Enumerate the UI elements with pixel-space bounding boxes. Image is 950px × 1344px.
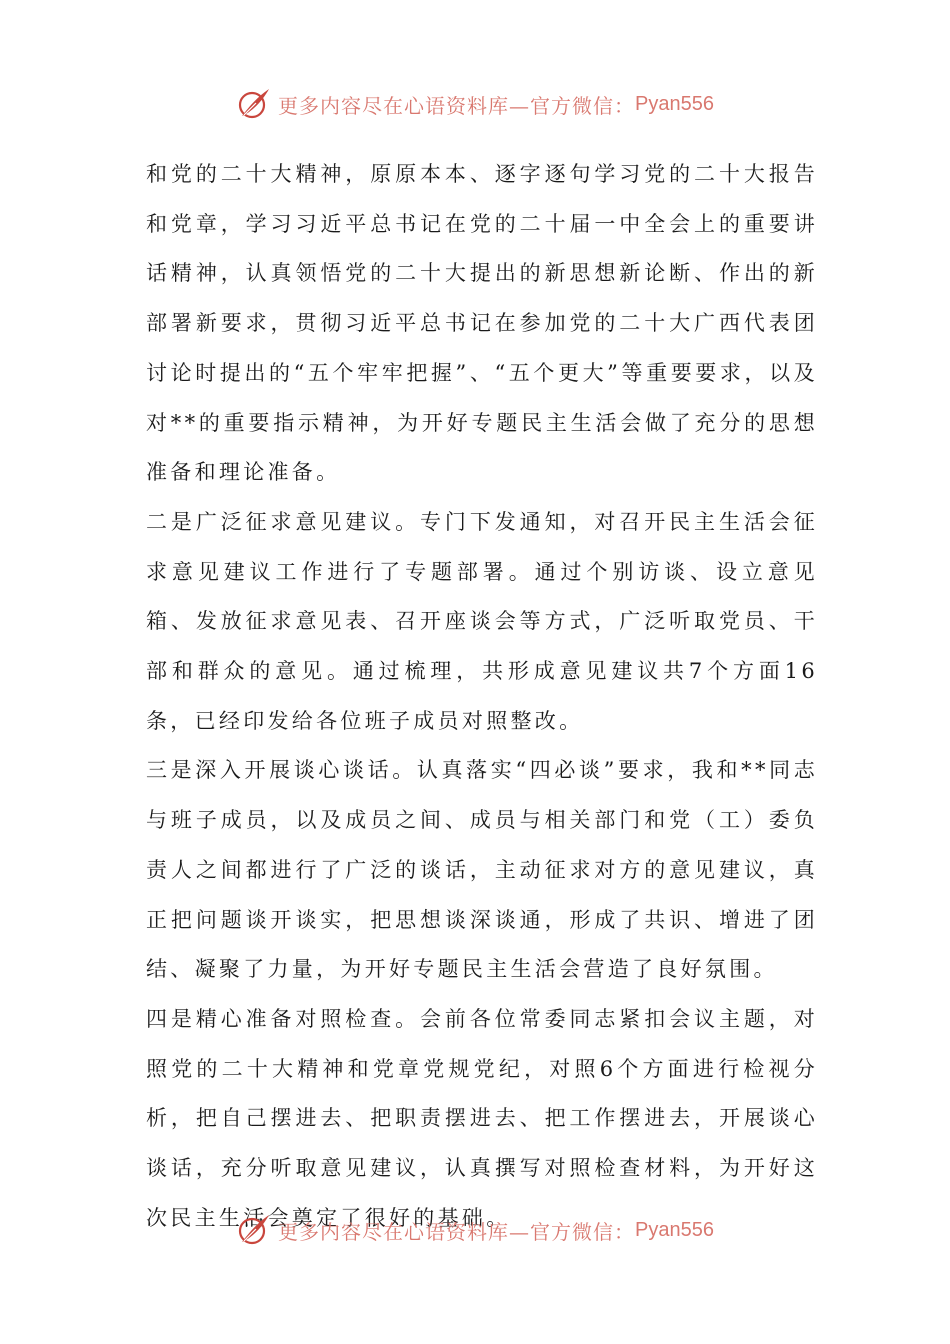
quill-pen-logo-icon: [236, 86, 272, 122]
watermark-text: 更多内容尽在心语资料库—官方微信：: [278, 93, 636, 118]
quill-pen-logo-icon: [236, 1212, 272, 1248]
watermark-text: 更多内容尽在心语资料库—官方微信：: [278, 1219, 636, 1244]
paragraph-4: 四是精心准备对照检查。会前各位常委同志紧扣会议主题，对照党的二十大精神和党章党规党纪，对照6个方面进行检视分析，把自己摆进去、把职责摆进去、把工作摆进去，开展谈心谈话，充分听取意见建议，认真撰写对照检查材料，为开好这次民主生活会奠定了很好的基础。: [146, 1006, 818, 1230]
footer-watermark: [0, 1210, 950, 1250]
paragraph-1: 和党的二十大精神，原原本本、逐字逐句学习党的二十大报告和党章，学习习近平总书记在党的二十届一中全会上的重要讲话精神，认真领悟党的二十大提出的新思想新论断、作出的新部署新要求，贯彻习近平总书记在参加党的二十大广西代表团讨论时提出的“五个牢牢把握”、“五个更大”等重要要求，以及对**的重要指示精神，为开好专题民主生活会做了充分的思想准备和理论准备。: [146, 162, 818, 485]
watermark-wechat-id: Pyan556: [635, 92, 714, 115]
header-watermark: [0, 84, 950, 124]
watermark-wechat-id: Pyan556: [635, 1218, 714, 1241]
document-body: [146, 150, 818, 1243]
paragraph-2: 二是广泛征求意见建议。专门下发通知，对召开民主生活会征求意见建议工作进行了专题部署。通过个别访谈、设立意见箱、发放征求意见表、召开座谈会等方式，广泛听取党员、干部和群众的意见。通过梳理，共形成意见建议共7个方面16条，已经印发给各位班子成员对照整改。: [146, 509, 818, 733]
paragraph-3: 三是深入开展谈心谈话。认真落实“四必谈”要求，我和**同志与班子成员，以及成员之间、成员与相关部门和党（工）委负责人之间都进行了广泛的谈话，主动征求对方的意见建议，真正把问题谈开谈实，把思想谈深谈通，形成了共识、增进了团结、凝聚了力量，为开好专题民主生活会营造了良好氛围。: [146, 758, 818, 982]
